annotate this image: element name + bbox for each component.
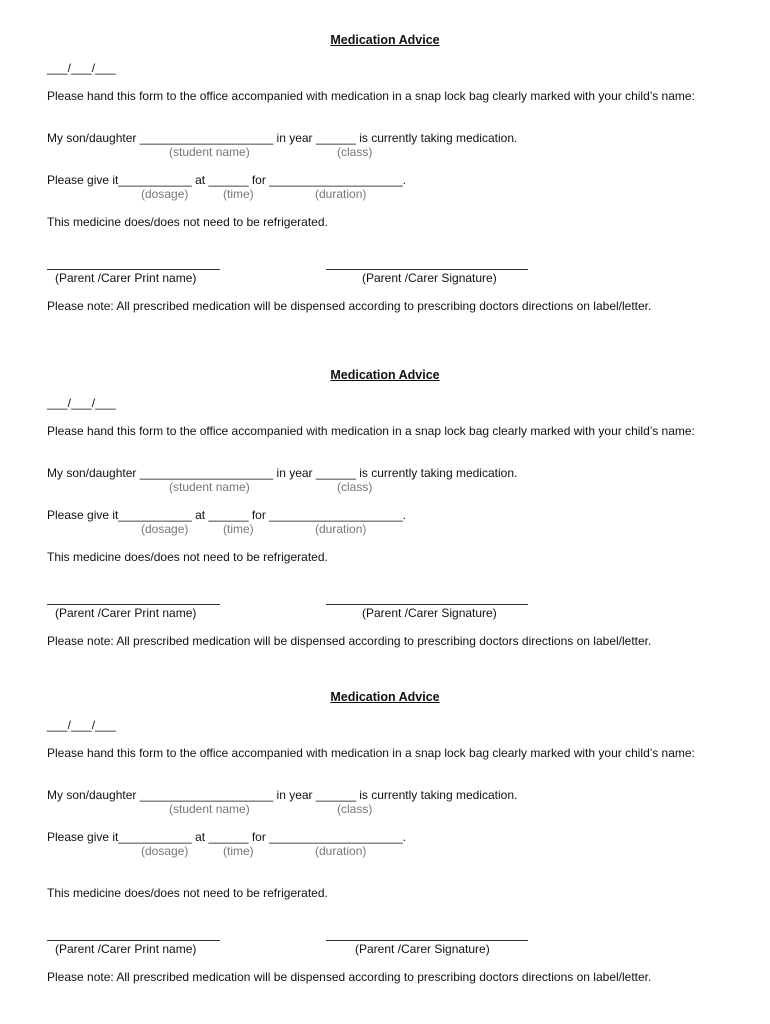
time-caption: (time): [223, 844, 254, 858]
student-line[interactable]: My son/daughter ____________________ in year ______ is currently taking medication.: [47, 466, 518, 480]
student-name-caption: (student name): [169, 802, 250, 816]
dosage-line[interactable]: Please give it___________ at ______ for ____________________.: [47, 508, 406, 522]
time-caption: (time): [223, 187, 254, 201]
dosage-caption: (dosage): [141, 844, 189, 858]
student-line[interactable]: My son/daughter ____________________ in year ______ is currently taking medication.: [47, 788, 518, 802]
dosage-line[interactable]: Please give it___________ at ______ for ____________________.: [47, 830, 406, 844]
date-field[interactable]: ___/___/___: [47, 718, 116, 732]
instruction-text: Please hand this form to the office accompanied with medication in a snap lock bag clearly marked with your child’s name:: [47, 424, 695, 438]
note-text: Please note: All prescribed medication will be dispensed according to prescribing doctors directions on label/letter.: [47, 970, 652, 984]
print-name-caption: (Parent /Carer Print name): [55, 942, 197, 956]
print-name-field[interactable]: [47, 269, 220, 270]
signature-caption: (Parent /Carer Signature): [362, 271, 497, 285]
signature-field[interactable]: [326, 604, 528, 605]
student-name-caption: (student name): [169, 145, 250, 159]
duration-caption: (duration): [315, 522, 367, 536]
note-text: Please note: All prescribed medication will be dispensed according to prescribing doctors directions on label/letter.: [47, 299, 652, 313]
print-name-caption: (Parent /Carer Print name): [55, 271, 197, 285]
class-caption: (class): [337, 145, 373, 159]
note-text: Please note: All prescribed medication will be dispensed according to prescribing doctors directions on label/letter.: [47, 634, 652, 648]
class-caption: (class): [337, 802, 373, 816]
refrigeration-line[interactable]: This medicine does/does not need to be refrigerated.: [47, 215, 328, 229]
print-name-field[interactable]: [47, 940, 220, 941]
refrigeration-line[interactable]: This medicine does/does not need to be refrigerated.: [47, 550, 328, 564]
form-title: Medication Advice: [330, 690, 440, 704]
dosage-line[interactable]: Please give it___________ at ______ for ____________________.: [47, 173, 406, 187]
dosage-caption: (dosage): [141, 522, 189, 536]
date-field[interactable]: ___/___/___: [47, 61, 116, 75]
signature-caption: (Parent /Carer Signature): [362, 606, 497, 620]
print-name-caption: (Parent /Carer Print name): [55, 606, 197, 620]
duration-caption: (duration): [315, 844, 367, 858]
form-title: Medication Advice: [330, 33, 440, 47]
student-line[interactable]: My son/daughter ____________________ in year ______ is currently taking medication.: [47, 131, 518, 145]
signature-field[interactable]: [326, 940, 528, 941]
print-name-field[interactable]: [47, 604, 220, 605]
duration-caption: (duration): [315, 187, 367, 201]
form-title: Medication Advice: [330, 368, 440, 382]
signature-caption: (Parent /Carer Signature): [355, 942, 490, 956]
instruction-text: Please hand this form to the office accompanied with medication in a snap lock bag clearly marked with your child’s name:: [47, 746, 695, 760]
time-caption: (time): [223, 522, 254, 536]
dosage-caption: (dosage): [141, 187, 189, 201]
signature-field[interactable]: [326, 269, 528, 270]
refrigeration-line[interactable]: This medicine does/does not need to be refrigerated.: [47, 886, 328, 900]
class-caption: (class): [337, 480, 373, 494]
student-name-caption: (student name): [169, 480, 250, 494]
date-field[interactable]: ___/___/___: [47, 396, 116, 410]
instruction-text: Please hand this form to the office accompanied with medication in a snap lock bag clearly marked with your child’s name:: [47, 89, 695, 103]
